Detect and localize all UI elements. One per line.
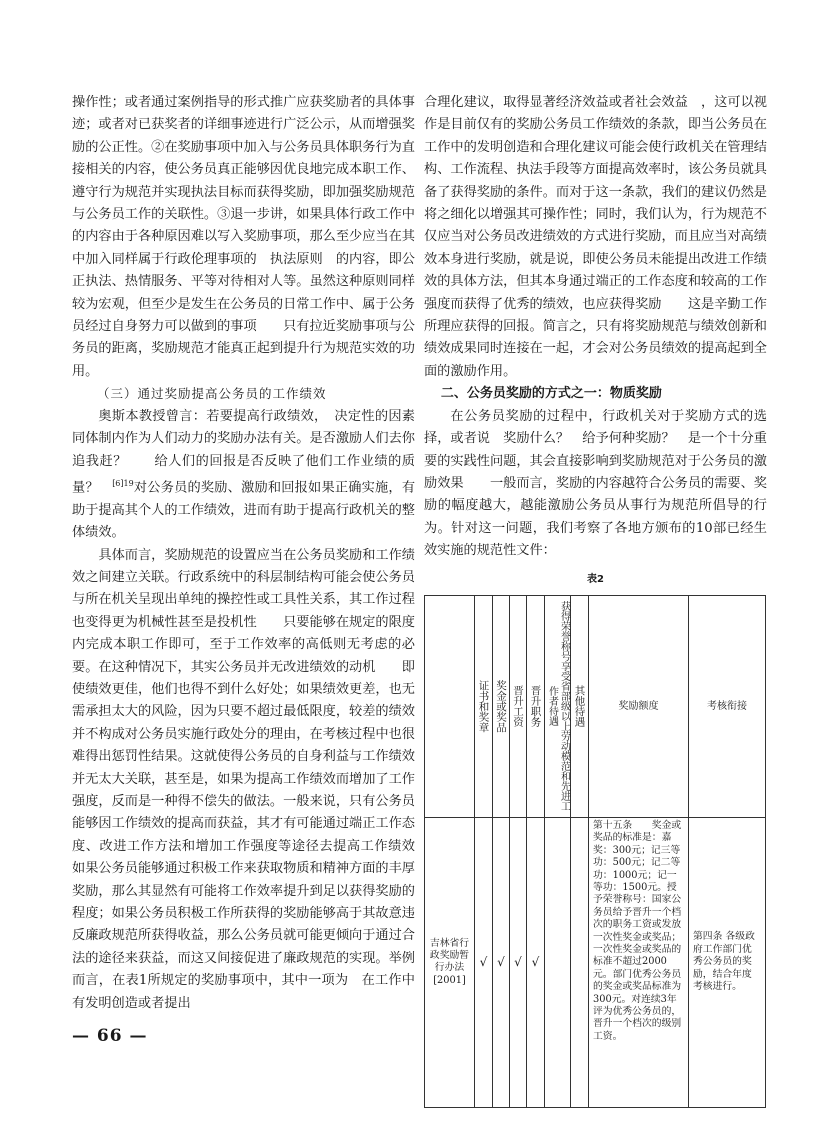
right-column (424, 92, 767, 1108)
section-heading: 二、公务员奖励的方式之一：物质奖励 (440, 386, 662, 402)
paragraph: 在公务员奖励的过程中，行政机关对于奖励方式的选择，或者说 奖励什么？ 给予何种奖励？ 是一个十分重要的实践性问题，其会直接影响到奖励规范对于公务员的激励效果 一般而言，奖励的内容越符合公务员的需要、奖励的幅度越大，越能激励公务员从事行为规范所倡导的行为。针对这一问题，我们考察了各地方颁布的10部已经生效实施的规范性文件： (424, 408, 767, 559)
cell-other (571, 817, 589, 1107)
paragraph: 具体而言，奖励规范的设置应当在公务员奖励和工作绩效之间建立关联。行政系统中的科层制结构可能会使公务员与所在机关呈现出单纯的操控性或工具性关系，其工作过程也变得更为机械性甚至是投机性 只要能够在规定的限度内完成本职工作即可，至于工作效率的高低则无考虑的必要。在这种情况下，其实公务员并无改进绩效的动机 即使绩效更佳，他们也得不到什么好处；如果绩效更差，也无需承担太大的风险，因为只要不超过最低限度，较差的绩效并不构成对公务员实施行政处分的理由，在考核过程中也很难得出惩罚性结果。这就使得公务员的自身利益与工作绩效并无太大关联，甚至是，如果为提高工作绩效而增加了工作强度，反而是一种得不偿失的做法。一般来说，只有公务员能够因工作绩效的提高而获益，其才有可能通过端正工作态度、改进工作方法和增加工作强度等途径去提高工作绩效 如果公务员能够通过积极工作来获取物质和精神方面的丰厚奖励，那么其显然有可能将工作效率提升到足以获得奖励的程度；如果公务员积极工作所获得的奖励能够高于其故意违反廉政规范所获得收益，那么公务员就可能更倾向于通过合法的途径来获益，而这又间接促进了廉政规范的实现。举例而言，在表1所规定的奖励事项中，其中一项为 在工作中有发明创造或者提出 (72, 547, 442, 1011)
cell-amount: 第十五条 奖金或奖品的标准是：嘉奖：300元；记三等功：500元；记二等功：1000元；记一等功：1500元。授予荣誉称号：国家公务员给予晋升一个档次的职务工资或发放一次性奖金或奖品；一次性奖金或奖品的标准不超过2000元。部门优秀公务员的奖金或奖品标准为300元。对连续3年评为优秀公务员的，晋升一个档次的级别工资。 (589, 817, 689, 1107)
table-header-row (425, 595, 766, 817)
cell-honor (545, 817, 571, 1107)
paragraph: 合理化建议，取得显著经济效益或者社会效益 ，这可以视作是目前仅有的奖励公务员工作绩效的条款，即当公务员在工作中的发明创造和合理化建议可能会使行政机关在管理结构、工作流程、执法手段等方面提高效率时，该公务员就具备了获得奖励的条件。而对于这一条款，我们的建议仍然是将之细化以增强其可操作性；同时，我们认为，行为规范不仅应当对公务员改进绩效的方式进行奖励，而且应当对高绩效本身进行奖励，就是说，即使公务员未能提出改进工作绩效的具体方法，但其本身通过端正的工作态度和较高的工作强度而获得了优秀的绩效，也应获得奖励 这是辛勤工作所理应获得的回报。简言之，只有将奖励规范与绩效创新和绩效成果同时连接在一起，才会对公务员绩效的提高起到全面的激励作用。 (424, 95, 767, 379)
header-amount: 奖励额度 (589, 595, 689, 817)
cell-bonus: √ (493, 817, 510, 1107)
header-certificate: 证书和奖章 (475, 595, 493, 817)
paragraph-text: 奥斯本教授曾言：若要提高行政绩效， 决定性的因素同体制内作为人们动力的奖励办法有关。是否激励人们去你追我赶？ 给人们的回报是否反映了他们工作业绩的质量？ (72, 408, 415, 496)
award-table (424, 595, 766, 1108)
header-promote: 晋升职务 (527, 595, 545, 817)
table-caption: 表2 (587, 573, 604, 585)
header-other: 其他待遇 (571, 595, 589, 817)
cell-promote: √ (527, 817, 545, 1107)
header-honor: 获得荣誉称号享受省部级以上劳动模范和先进工作者待遇 (545, 595, 571, 817)
header-assessment: 考核衔接 (689, 595, 766, 817)
page-number: — 66 — (72, 1026, 148, 1046)
header-bonus: 奖金或奖品 (493, 595, 510, 817)
citation-ref: [6]19 (112, 478, 134, 488)
cell-assessment: 第四条 各级政府工作部门优秀公务员的奖励，结合年度考核进行。 (689, 817, 766, 1107)
cell-certificate: √ (475, 817, 493, 1107)
paragraph-text: 对公务员的奖励、激励和回报如果正确实施，有助于提高其个人的工作绩效，进而有助于提高行政机关的整体绩效。 (72, 480, 416, 541)
header-raise: 晋升工资 (510, 595, 527, 817)
paragraph (72, 406, 415, 545)
cell-raise: √ (510, 817, 527, 1107)
left-column (72, 92, 442, 1015)
table-row (425, 817, 766, 1107)
subsection-heading: （三）通过奖励提高公务员的工作绩效 (97, 386, 327, 402)
paragraph: 操作性；或者通过案例指导的形式推广应获奖励者的具体事迹；或者对已获奖者的详细事迹进行广泛公示，从而增强奖励的公正性。②在奖励事项中加入与公务员具体职务行为直接相关的内容，使公务员真正能够因优良地完成本职工作、遵守行为规范并实现执法目标而获得奖励，即加强奖励规范与公务员工作的关联性。③退一步讲，如果具体行政工作中的内容由于各种原因难以写入奖励事项，那么至少应当在其中加入同样属于行政伦理事项的 执法原则 的内容，即公正执法、热情服务、平等对待相对人等。虽然这种原则同样较为宏观，但至少是发生在公务员的日常工作中、属于公务员经过自身努力可以做到的事项 只有拉近奖励事项与公务员的距离，奖励规范才能真正起到提升行为规范实效的功用。 (72, 95, 415, 379)
cell-unit: 吉林省行政奖励暂行办法[2001] (425, 817, 475, 1107)
header-unit (425, 595, 475, 817)
